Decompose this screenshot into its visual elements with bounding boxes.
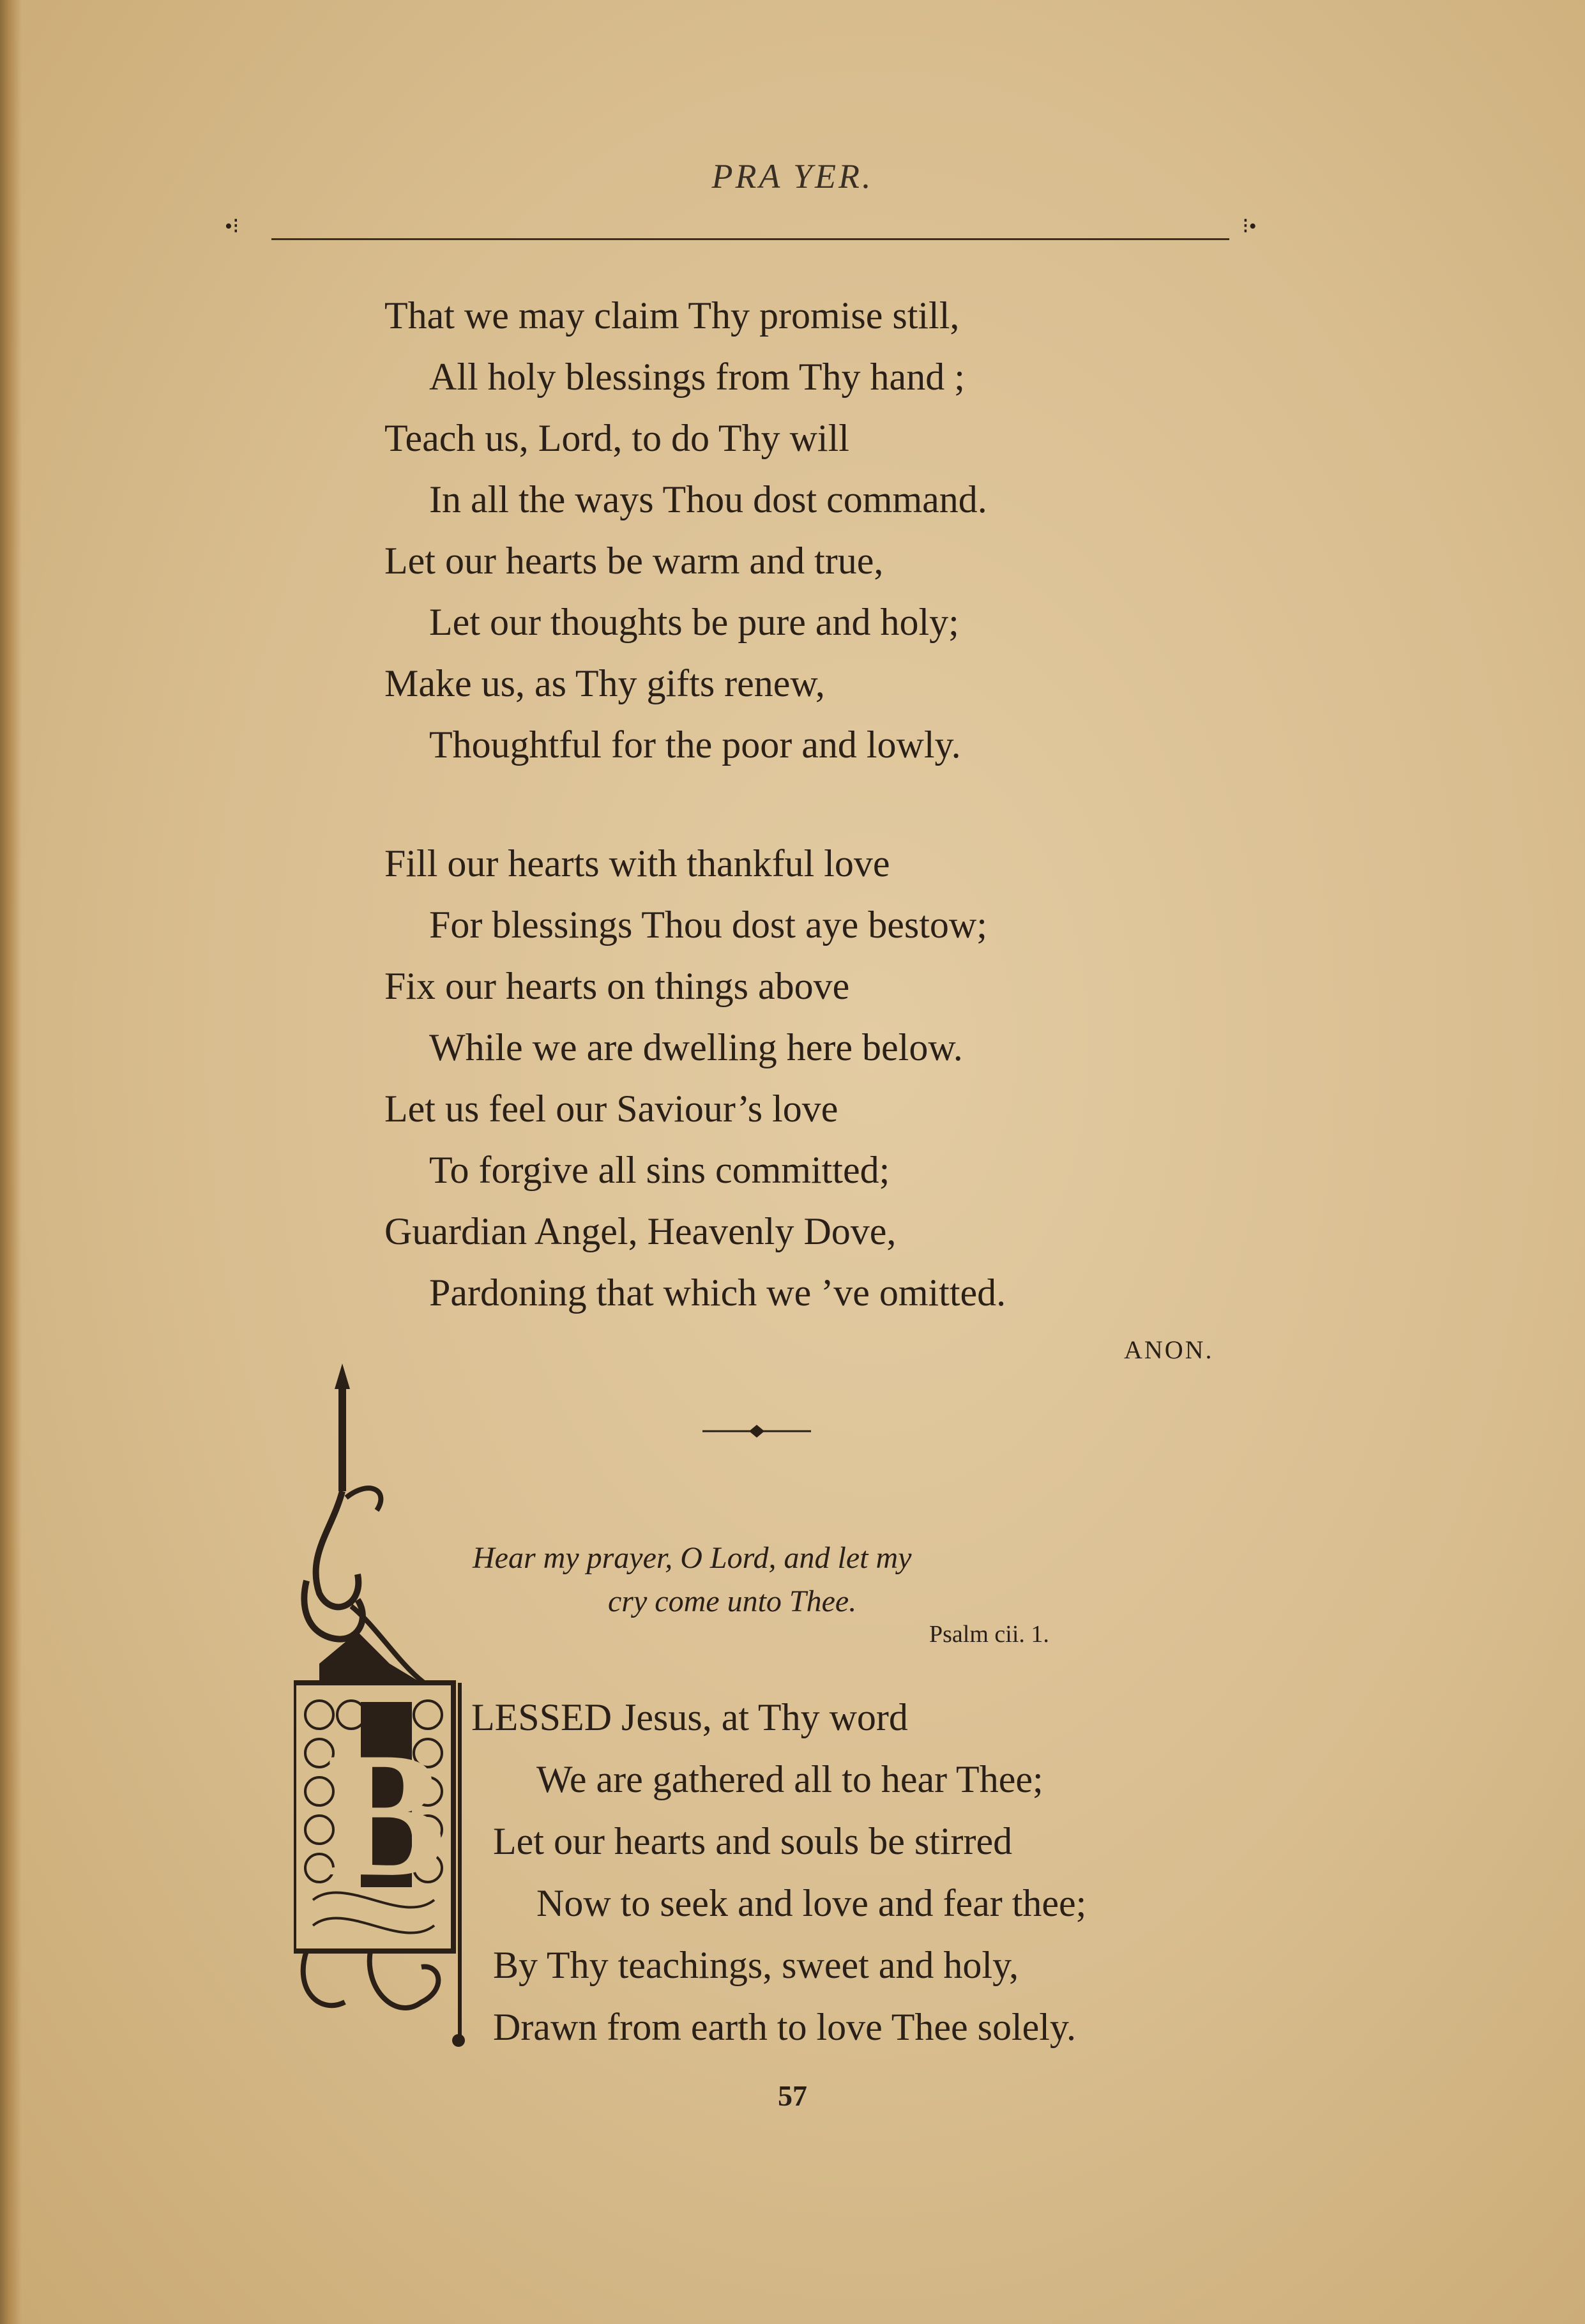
poem-line: In all the ways Thou dost command. bbox=[429, 478, 987, 520]
decorated-initial-b-icon bbox=[294, 1363, 469, 2050]
epigraph-line: Hear my prayer, O Lord, and let my bbox=[473, 1541, 912, 1575]
epigraph-reference: Psalm cii. 1. bbox=[929, 1621, 1049, 1648]
poem-line: To forgive all sins committed; bbox=[429, 1149, 890, 1191]
page-number: 57 bbox=[778, 2079, 807, 2112]
poem-line: Fill our hearts with thankful love bbox=[384, 842, 890, 885]
hymn-line: Let our hearts and souls be stirred bbox=[493, 1820, 1013, 1862]
poem-line: While we are dwelling here below. bbox=[429, 1026, 963, 1068]
hymn-line: By Thy teachings, sweet and holy, bbox=[493, 1944, 1019, 1986]
poem-line: Teach us, Lord, to do Thy will bbox=[384, 417, 849, 459]
poem-line: Guardian Angel, Heavenly Dove, bbox=[384, 1210, 897, 1252]
running-head: PRA YER. bbox=[711, 157, 874, 195]
svg-text:B: B bbox=[326, 1715, 446, 1913]
hymn-line: Now to seek and love and fear thee; bbox=[536, 1882, 1087, 1924]
hymn-line: Drawn from earth to love Thee solely. bbox=[493, 2006, 1077, 2048]
poem-line: That we may claim Thy promise still, bbox=[384, 294, 960, 337]
rule-ornament-right: ⁝• bbox=[1242, 215, 1257, 238]
poem-line: Let our thoughts be pure and holy; bbox=[429, 601, 959, 643]
poem-attribution: ANON. bbox=[1124, 1335, 1214, 1364]
epigraph-line: cry come unto Thee. bbox=[608, 1584, 857, 1618]
header-rule bbox=[271, 238, 1229, 240]
poem-line: Let our hearts be warm and true, bbox=[384, 540, 884, 582]
poem-line: All holy blessings from Thy hand ; bbox=[429, 356, 965, 398]
poem-line: Thoughtful for the poor and lowly. bbox=[429, 724, 961, 766]
book-spine-shadow bbox=[0, 0, 22, 2324]
rule-ornament-left: •⁝ bbox=[225, 215, 239, 238]
hymn-line: We are gathered all to hear Thee; bbox=[536, 1758, 1043, 1800]
poem-line: Make us, as Thy gifts renew, bbox=[384, 662, 825, 704]
section-divider-ornament bbox=[702, 1422, 811, 1441]
poem-line: Let us feel our Saviour’s love bbox=[384, 1088, 838, 1130]
poem-line: Pardoning that which we ’ve omitted. bbox=[429, 1272, 1006, 1314]
hymn-line: LESSED Jesus, at Thy word bbox=[471, 1696, 908, 1738]
poem-line: Fix our hearts on things above bbox=[384, 965, 850, 1007]
poem-line: For blessings Thou dost aye bestow; bbox=[429, 904, 987, 946]
